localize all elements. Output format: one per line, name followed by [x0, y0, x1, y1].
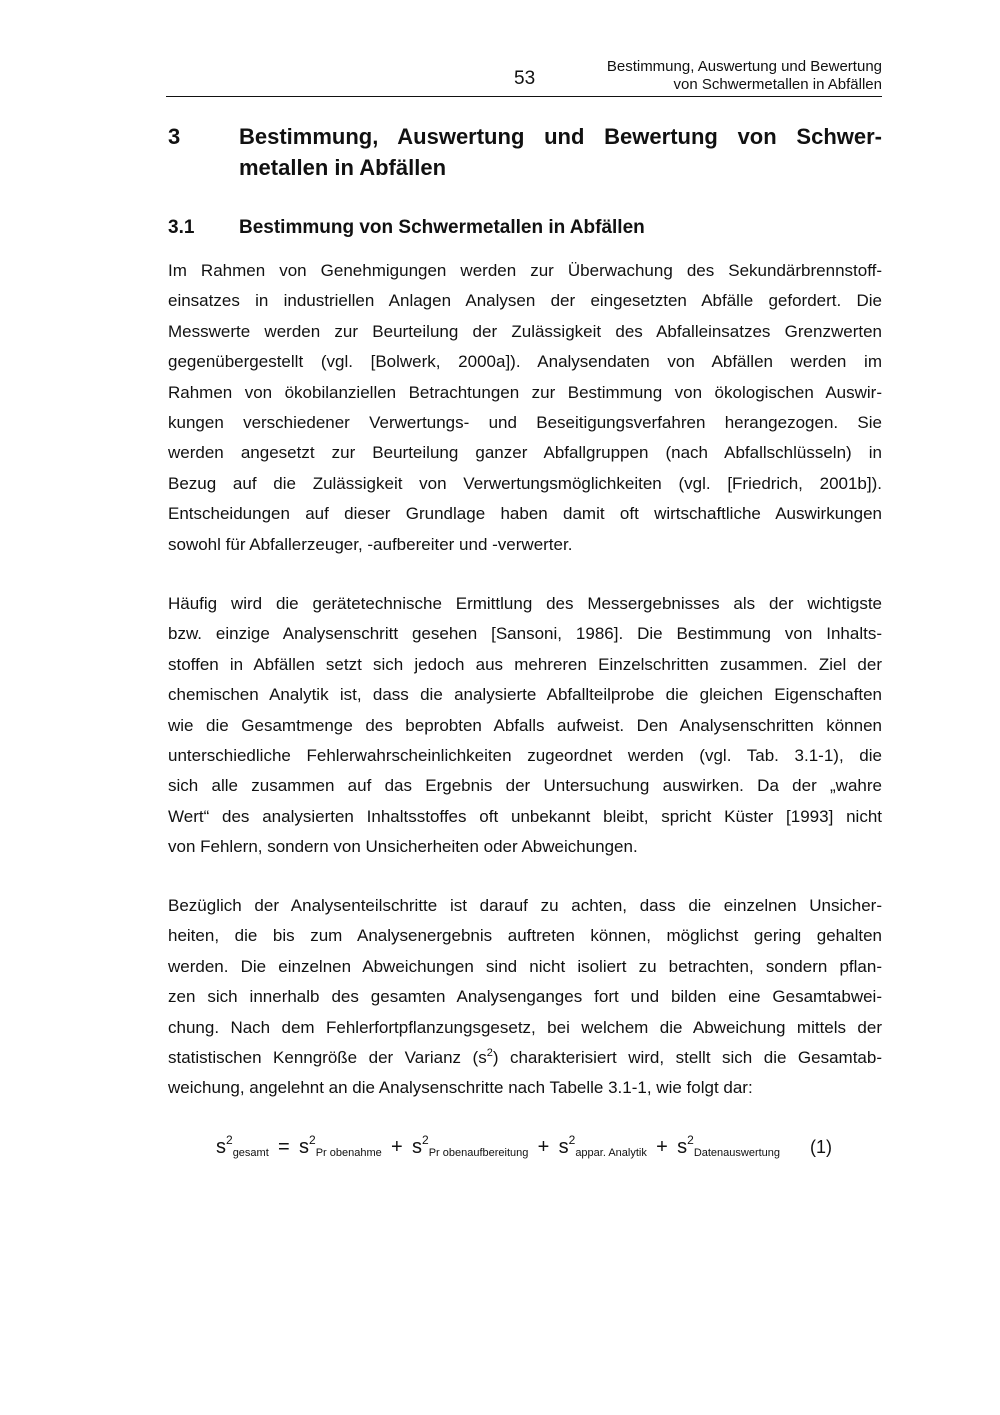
eq-subscript: Pr obenaufbereitung: [428, 1147, 529, 1159]
text-line: Häufig wird die gerätetechnische Ermittlung des Messergebnisses als der wichtigste: [168, 594, 882, 613]
eq-exponent: 2: [226, 1133, 233, 1147]
eq-symbol: s: [216, 1136, 226, 1158]
eq-symbol: s: [677, 1136, 688, 1158]
section-number: 3.1: [168, 217, 195, 238]
text-fragment: ) charakterisiert wird, stellt sich die Gesamtab-: [492, 1047, 883, 1067]
text-line: Im Rahmen von Genehmigungen werden zur Überwachung des Sekundärbrennstoff-: [168, 261, 882, 280]
text-line: Bezug auf die Zulässigkeit von Verwertungsmöglichkeiten (vgl. [Friedrich, 2001b]).: [168, 473, 882, 493]
text-line: weichung, angelehnt an die Analysenschritte nach Tabelle 3.1-1, wie folgt dar:: [168, 1078, 753, 1098]
chapter-title-line2: metallen in Abfällen: [239, 155, 447, 180]
text-line: gegenübergestellt (vgl. [Bolwerk, 2000a]). Analysendaten von Abfällen werden im: [168, 352, 882, 372]
text-line: heiten, die bis zum Analysenergebnis auftreten können, möglichst gering gehalten: [168, 926, 882, 946]
eq-exponent: 2: [568, 1133, 576, 1147]
paragraph-3: [168, 891, 882, 1104]
text-line: kungen verschiedener Verwertungs- und Beseitigungsverfahren herangezogen. Sie: [168, 412, 882, 432]
chapter-number: 3: [168, 124, 181, 149]
text-line: Wert“ des analysierten Inhaltsstoffes oft unbekannt bleibt, spricht Küster [1993] nicht: [168, 806, 882, 826]
text-line: chemischen Analytik ist, dass die analysierte Abfallteilprobe die gleichen Eigenschaften: [168, 685, 882, 705]
eq-exponent: 2: [687, 1133, 694, 1147]
text-line: werden angesetzt zur Beurteilung ganzer Abfallgruppen (nach Abfallschlüsseln) in: [168, 443, 882, 463]
text-line: einsatzes in industriellen Anlagen Analysen der eingesetzten Abfälle gefordert. Die: [168, 291, 882, 311]
running-title: [607, 58, 882, 94]
eq-exponent: 2: [422, 1133, 429, 1147]
eq-subscript: Pr obenahme: [315, 1147, 382, 1159]
text-line: Rahmen von ökobilanziellen Betrachtungen zur Bestimmung von ökologischen Auswir-: [168, 382, 882, 402]
equation-variance: [216, 1133, 836, 1163]
eq-subscript: gesamt: [232, 1147, 269, 1159]
running-title-line2: von Schwermetallen in Abfällen: [673, 76, 882, 93]
eq-plus: +: [537, 1136, 550, 1158]
running-title-line1: Bestimmung, Auswertung und Bewertung: [606, 58, 882, 75]
eq-plus: +: [656, 1136, 668, 1158]
text-line: Entscheidungen auf dieser Grundlage haben damit oft wirtschaftliche Auswirkungen: [168, 504, 882, 524]
section-title: Bestimmung von Schwermetallen in Abfällen: [239, 217, 645, 238]
paragraph-1: [168, 256, 882, 560]
header-rule: [166, 96, 882, 97]
text-fragment: statistischen Kenngröße der Varianz (s: [168, 1047, 487, 1067]
equation-number: (1): [810, 1137, 832, 1157]
text-line: chung. Nach dem Fehlerfortpflanzungsgesetz, bei welchem die Abweichung mittels der: [168, 1017, 882, 1037]
text-line: von Fehlern, sondern von Unsicherheiten oder Abweichungen.: [168, 837, 638, 857]
eq-subscript: Datenauswertung: [693, 1147, 781, 1159]
chapter-title: [239, 121, 882, 183]
chapter-title-line1: Bestimmung, Auswertung und Bewertung von Schwer-: [239, 124, 882, 149]
eq-subscript: appar. Analytik: [575, 1147, 647, 1159]
text-line: werden. Die einzelnen Abweichungen sind nicht isoliert zu betrachten, sondern pflan-: [168, 956, 882, 976]
eq-symbol: s: [558, 1136, 569, 1158]
text-line-with-superscript: [168, 1043, 882, 1073]
text-line: Bezüglich der Analysenteilschritte ist darauf zu achten, dass die einzelnen Unsicher-: [168, 896, 882, 915]
superscript: 2: [486, 1046, 493, 1059]
eq-symbol: s: [412, 1136, 422, 1158]
text-line: sowohl für Abfallerzeuger, -aufbereiter und -verwerter.: [168, 534, 573, 554]
eq-plus: +: [391, 1136, 403, 1158]
page-number: 53: [514, 68, 536, 89]
text-line: stoffen in Abfällen setzt sich jedoch aus mehreren Einzelschritten zusammen. Ziel der: [168, 654, 882, 674]
paragraph-2: [168, 589, 882, 863]
text-line: zen sich innerhalb des gesamten Analysenganges fort und bilden eine Gesamtabwei-: [168, 987, 882, 1007]
text-line: Messwerte werden zur Beurteilung der Zulässigkeit des Abfalleinsatzes Grenzwerten: [168, 321, 882, 341]
eq-exponent: 2: [309, 1133, 316, 1147]
page-header: [166, 58, 882, 96]
eq-equals: =: [278, 1136, 290, 1158]
text-line: sich alle zusammen auf das Ergebnis der Untersuchung auswirken. Da der „wahre: [168, 776, 882, 796]
text-line: unterschiedliche Fehlerwahrscheinlichkeiten zugeordnet werden (vgl. Tab. 3.1-1), die: [168, 745, 882, 765]
text-line: wie die Gesamtmenge des beprobten Abfalls aufweist. Den Analysenschritten können: [168, 715, 882, 735]
eq-symbol: s: [299, 1136, 310, 1158]
text-line: bzw. einzige Analysenschritt gesehen [Sansoni, 1986]. Die Bestimmung von Inhalts-: [168, 624, 882, 644]
